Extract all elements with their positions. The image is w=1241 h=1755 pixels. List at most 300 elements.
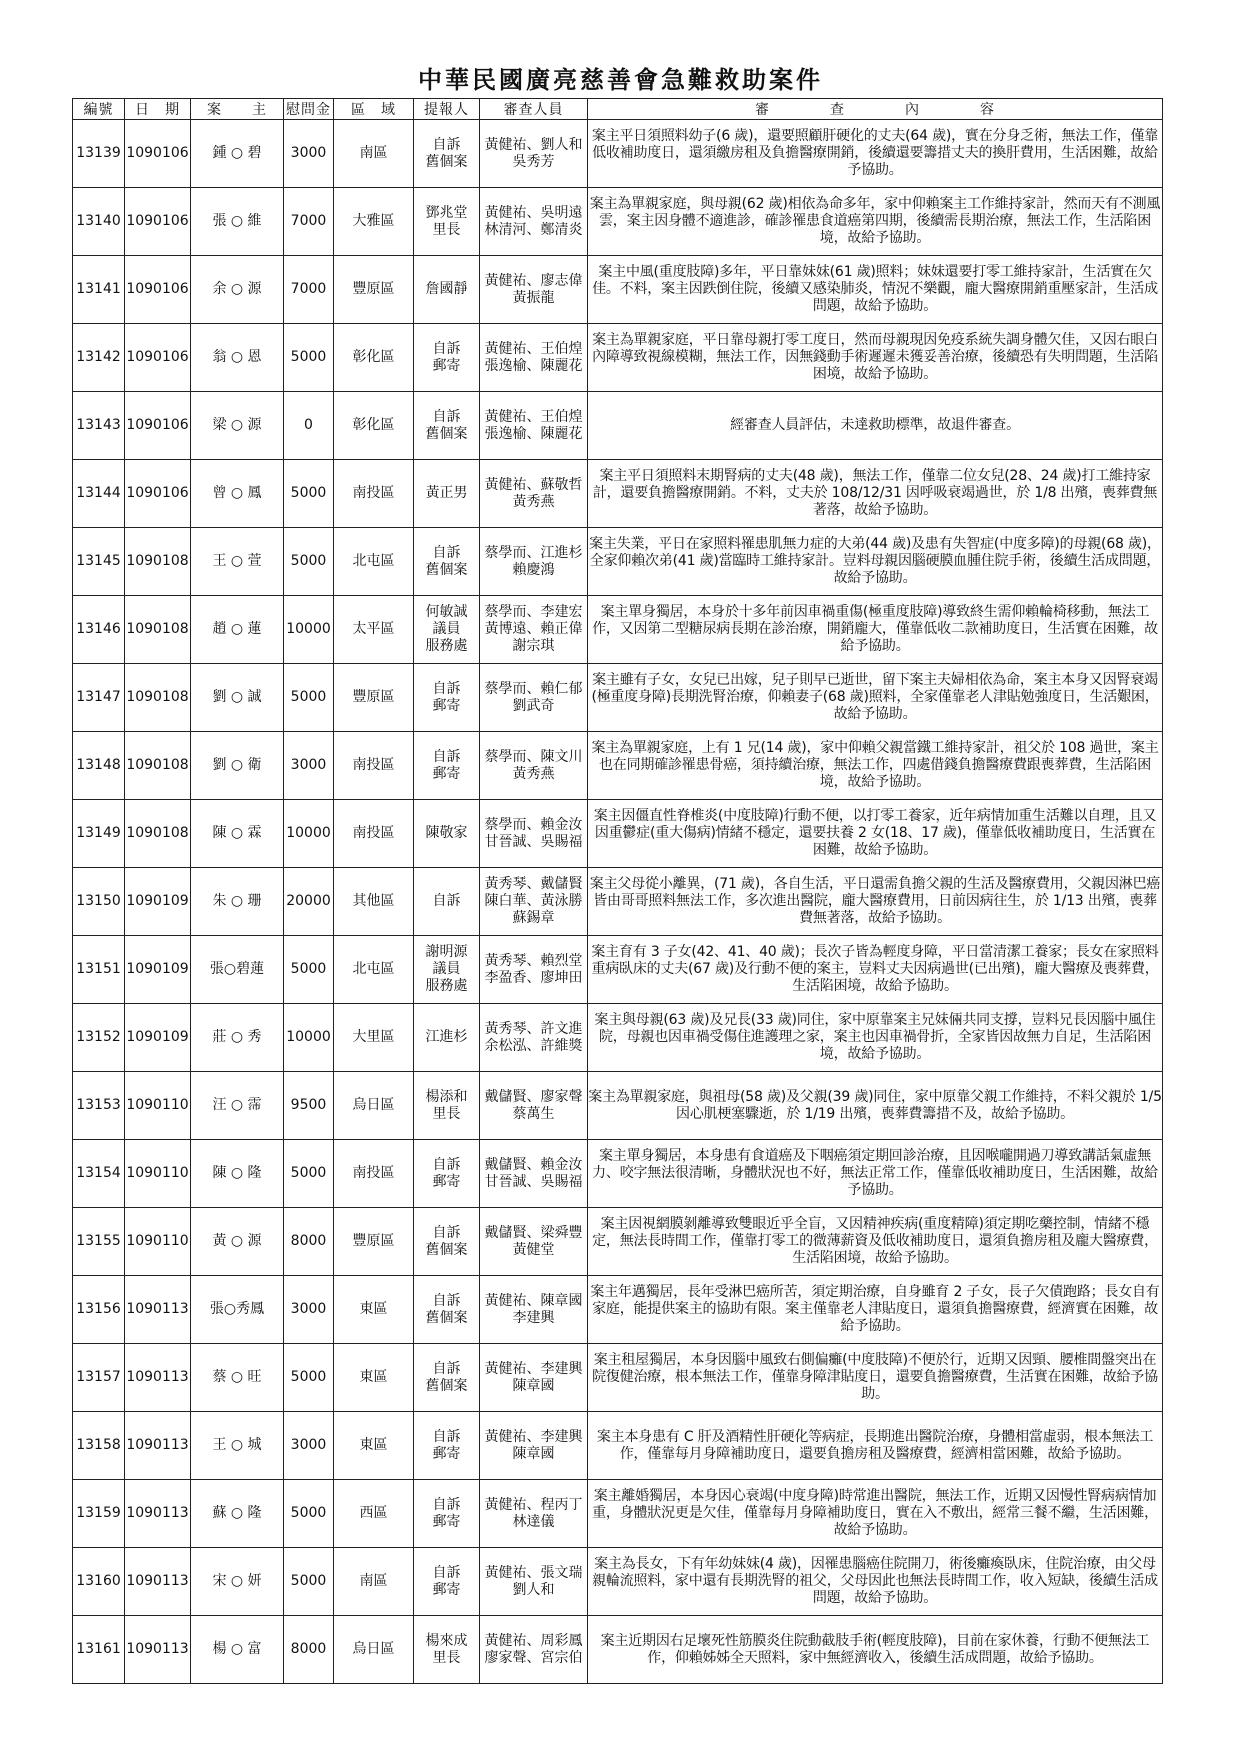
case-amount: 20000 [284, 868, 334, 936]
case-name: 翁 ○ 恩 [191, 324, 284, 392]
table-row [73, 460, 1163, 528]
case-name: 余 ○ 源 [191, 256, 284, 324]
case-id: 13153 [73, 1072, 125, 1140]
case-name: 劉 ○ 誠 [191, 664, 284, 732]
case-reviewers-line: 甘晉誠、吳賜福 [484, 833, 583, 850]
case-region: 東區 [334, 1412, 414, 1480]
case-id: 13154 [73, 1140, 125, 1208]
case-reporter-line: 里長 [432, 1649, 461, 1666]
case-reporter [414, 1276, 480, 1344]
table-row [73, 800, 1163, 868]
case-amount: 5000 [284, 324, 334, 392]
case-date: 1090110 [125, 1208, 191, 1276]
page-title: 中華民國廣亮慈善會急難救助案件 [418, 66, 823, 94]
case-reviewers-line: 黃健祐、廖志偉 [484, 272, 583, 289]
case-reviewers-line: 黃秀琴、賴烈堂 [484, 952, 583, 969]
table-row [73, 256, 1163, 324]
case-reporter [414, 1072, 480, 1140]
case-content: 案主與母親(63 歲)及兄長(33 歲)同住，家中原靠案主兄妹倆共同支撐，豈料兄長因腦中風住院，母親也因車禍受傷住進護理之家，案主也因車禍骨折，全家皆因故無力自足，生活陷困境，故給予協助。 [588, 1004, 1163, 1072]
case-reporter-line: 自訴 [432, 1360, 461, 1377]
case-reviewers-line: 蔡學而、陳文川 [484, 748, 583, 765]
table-row [73, 188, 1163, 256]
case-reviewers-line: 黃健祐、程丙丁 [484, 1496, 583, 1513]
case-reviewers [480, 800, 588, 868]
case-date: 1090113 [125, 1412, 191, 1480]
case-reporter [414, 1208, 480, 1276]
case-id: 13160 [73, 1548, 125, 1616]
case-date: 1090113 [125, 1344, 191, 1412]
case-amount: 9500 [284, 1072, 334, 1140]
case-id: 13159 [73, 1480, 125, 1548]
case-name: 蘇 ○ 隆 [191, 1480, 284, 1548]
case-reporter [414, 392, 480, 460]
case-amount: 5000 [284, 664, 334, 732]
case-content: 案主失業，平日在家照料罹患肌無力症的大弟(44 歲)及患有失智症(中度多障)的母親(68 歲)，全家仰賴次弟(41 歲)當臨時工維持家計。豈料母親因腦硬膜血腫住院手術，後續生活成問題，故給予協助。 [588, 528, 1163, 596]
case-date: 1090108 [125, 596, 191, 664]
case-id: 13143 [73, 392, 125, 460]
case-date: 1090106 [125, 324, 191, 392]
case-reporter-line: 郵寄 [432, 1173, 461, 1190]
case-reviewers-line: 蔡學而、江進杉 [484, 544, 583, 561]
case-id: 13156 [73, 1276, 125, 1344]
case-reviewers [480, 1072, 588, 1140]
case-reporter [414, 1344, 480, 1412]
header-reviewers: 審查人員 [480, 99, 588, 120]
case-reviewers-line: 賴慶鴻 [512, 561, 555, 578]
case-reporter [414, 732, 480, 800]
case-date: 1090108 [125, 732, 191, 800]
case-reporter-line: 何敏誠 [425, 604, 468, 620]
case-reporter-line: 舊個案 [425, 153, 468, 170]
case-reviewers [480, 664, 588, 732]
case-reviewers-line: 戴儲賢、賴金汝 [484, 1156, 583, 1173]
case-reporter-line: 自訴 [432, 1292, 461, 1309]
case-name: 劉 ○ 衛 [191, 732, 284, 800]
case-name: 陳 ○ 隆 [191, 1140, 284, 1208]
case-reviewers [480, 868, 588, 936]
case-reporter [414, 528, 480, 596]
case-amount: 5000 [284, 1140, 334, 1208]
case-content: 案主為長女，下有年幼妹妹(4 歲)，因罹患腦癌住院開刀，術後癱瘓臥床，住院治療，由父母親輪流照料，家中還有長期洗腎的祖父，父母因此也無法長時間工作，收入短缺，後續生活成問題，故給予協助。 [588, 1548, 1163, 1616]
case-region: 東區 [334, 1344, 414, 1412]
case-id: 13148 [73, 732, 125, 800]
case-reviewers-line: 黃健祐、劉人和 [484, 136, 583, 153]
table-row [73, 1344, 1163, 1412]
case-id: 13139 [73, 120, 125, 188]
case-reviewers [480, 460, 588, 528]
case-reviewers-line: 陳章國 [512, 1377, 555, 1394]
case-reviewers-line: 黃秀琴、戴儲賢 [484, 876, 583, 892]
table-row [73, 1276, 1163, 1344]
table-row [73, 120, 1163, 188]
case-reviewers-line: 張逸榆、陳麗花 [484, 357, 583, 374]
case-name: 陳 ○ 霖 [191, 800, 284, 868]
case-content: 案主為單親家庭，上有 1 兄(14 歲)，家中仰賴父親當鐵工維持家計，祖父於 108 過世，案主也在同期確診罹患骨癌，須持續治療，無法工作，四處借錢負擔醫療費跟喪葬費，生活陷困境，故給予協助。 [588, 732, 1163, 800]
case-id: 13151 [73, 936, 125, 1004]
case-region: 烏日區 [334, 1616, 414, 1684]
case-content: 案主年邁獨居，長年受淋巴癌所苦，須定期治療，自身雖育 2 子女，長子欠債跑路；長女自有家庭，能提供案主的協助有限。案主僅靠老人津貼度日，還須負擔醫療費，經濟實在困難，故給予協助。 [588, 1276, 1163, 1344]
case-reviewers-line: 黃健祐、王伯煌 [484, 340, 583, 357]
case-content: 案主單身獨居，本身患有食道癌及下咽癌須定期回診治療，且因喉嚨開過刀導致講話氣虛無力、咬字無法很清晰，身體狀況也不好，無法正常工作，僅靠低收補助度日，生活困難，故給予協助。 [588, 1140, 1163, 1208]
case-region: 南投區 [334, 732, 414, 800]
case-name: 鍾 ○ 碧 [191, 120, 284, 188]
case-reporter-line: 自訴 [432, 1428, 461, 1445]
case-region: 豐原區 [334, 256, 414, 324]
header-region: 區 域 [334, 99, 414, 120]
case-content: 案主平日須照料末期腎病的丈夫(48 歲)，無法工作，僅靠二位女兒(28、24 歲)打工維持家計，還要負擔醫療開銷。不料，丈夫於 108/12/31 因呼吸衰竭過世，於 1/8 出殯，喪葬費無著落，故給予協助。 [588, 460, 1163, 528]
case-reporter-line: 陳敬家 [425, 825, 468, 841]
case-region: 南投區 [334, 1140, 414, 1208]
case-reviewers-line: 劉人和 [512, 1581, 555, 1598]
case-reviewers-line: 黃振龍 [512, 289, 555, 306]
table-row [73, 1480, 1163, 1548]
case-reporter [414, 1004, 480, 1072]
case-content: 案主雖有子女，女兒已出嫁，兒子則早已逝世，留下案主夫婦相依為命，案主本身又因腎衰竭(極重度身障)長期洗腎治療，仰賴妻子(68 歲)照料，全家僅靠老人津貼勉強度日，生活艱困，故給予協助。 [588, 664, 1163, 732]
case-id: 13152 [73, 1004, 125, 1072]
case-amount: 5000 [284, 1344, 334, 1412]
case-date: 1090106 [125, 120, 191, 188]
case-reviewers-line: 黃秀燕 [512, 493, 555, 510]
case-name: 莊 ○ 秀 [191, 1004, 284, 1072]
case-reporter-line: 江進杉 [425, 1029, 468, 1045]
case-region: 北屯區 [334, 528, 414, 596]
case-content: 案主中風(重度肢障)多年，平日靠妹妹(61 歲)照料；妹妹還要打零工維持家計，生活實在欠佳。不料，案主因跌倒住院，後續又感染肺炎，情況不樂觀，龐大醫療開銷重壓家計，生活成問題，故給予協助。 [588, 256, 1163, 324]
case-amount: 0 [284, 392, 334, 460]
case-amount: 10000 [284, 1004, 334, 1072]
case-reporter-line: 楊添和 [425, 1088, 468, 1105]
case-date: 1090108 [125, 528, 191, 596]
case-region: 彰化區 [334, 392, 414, 460]
header-amount: 慰問金 [284, 99, 334, 120]
case-region: 彰化區 [334, 324, 414, 392]
case-id: 13146 [73, 596, 125, 664]
case-region: 大雅區 [334, 188, 414, 256]
case-reporter [414, 800, 480, 868]
case-name: 宋 ○ 妍 [191, 1548, 284, 1616]
case-content: 經審查人員評估，未達救助標準，故退件審查。 [588, 392, 1163, 460]
case-name: 黃 ○ 源 [191, 1208, 284, 1276]
case-reporter [414, 460, 480, 528]
table-row [73, 664, 1163, 732]
case-reviewers-line: 戴儲賢、廖家聲 [484, 1088, 583, 1105]
case-name: 張○碧蓮 [191, 936, 284, 1004]
case-amount: 5000 [284, 528, 334, 596]
case-date: 1090106 [125, 188, 191, 256]
case-region: 南區 [334, 1548, 414, 1616]
case-content: 案主近期因右足壞死性筋膜炎住院動截肢手術(輕度肢障)，目前在家休養，行動不便無法工作，仰賴姊姊全天照料，家中無經濟收入，後續生活成問題，故給予協助。 [588, 1616, 1163, 1684]
table-row [73, 528, 1163, 596]
table-row [73, 596, 1163, 664]
case-amount: 5000 [284, 1548, 334, 1616]
case-content: 案主因僵直性脊椎炎(中度肢障)行動不便，以打零工養家，近年病情加重生活難以自理，且又因重鬱症(重大傷病)情緒不穩定，還要扶養 2 女(18、17 歲)，僅靠低收補助度日，生活實在困難，故給予協助。 [588, 800, 1163, 868]
case-amount: 5000 [284, 936, 334, 1004]
case-id: 13144 [73, 460, 125, 528]
case-reporter-line: 謝明源 [425, 944, 468, 960]
case-reporter [414, 1140, 480, 1208]
case-region: 豐原區 [334, 664, 414, 732]
case-reporter-line: 詹國靜 [425, 281, 468, 297]
case-content: 案主為單親家庭，與祖母(58 歲)及父親(39 歲)同住，家中原靠父親工作維持，不料父親於 1/5 因心肌梗塞驟逝，於 1/19 出殯，喪葬費籌措不及，故給予協助。 [588, 1072, 1163, 1140]
case-region: 東區 [334, 1276, 414, 1344]
case-region: 烏日區 [334, 1072, 414, 1140]
case-reporter [414, 936, 480, 1004]
case-reviewers-line: 蔡學而、李建宏 [484, 604, 583, 620]
case-date: 1090113 [125, 1276, 191, 1344]
case-date: 1090113 [125, 1548, 191, 1616]
case-reporter-line: 服務處 [425, 638, 468, 654]
case-reporter-line: 自訴 [432, 1224, 461, 1241]
case-id: 13147 [73, 664, 125, 732]
case-reporter [414, 1548, 480, 1616]
case-date: 1090110 [125, 1140, 191, 1208]
case-reviewers [480, 596, 588, 664]
case-name: 梁 ○ 源 [191, 392, 284, 460]
case-reporter-line: 自訴 [432, 680, 461, 697]
case-reporter-line: 自訴 [432, 893, 461, 909]
case-date: 1090108 [125, 800, 191, 868]
case-content: 案主單身獨居，本身於十多年前因車禍重傷(極重度肢障)導致終生需仰賴輪椅移動，無法工作，又因第二型糖尿病長期在診治療，開銷龐大，僅靠低收二款補助度日，生活實在困難，故給予協助。 [588, 596, 1163, 664]
case-region: 南投區 [334, 460, 414, 528]
case-date: 1090113 [125, 1480, 191, 1548]
case-reviewers [480, 1616, 588, 1684]
case-reviewers-line: 廖家聲、宮宗伯 [484, 1649, 583, 1666]
case-date: 1090109 [125, 1004, 191, 1072]
case-amount: 3000 [284, 1276, 334, 1344]
case-reviewers-line: 余松泓、許維獎 [484, 1037, 583, 1054]
case-reporter [414, 1480, 480, 1548]
case-reviewers [480, 324, 588, 392]
case-reporter-line: 鄧兆堂 [425, 204, 468, 221]
case-reviewers [480, 188, 588, 256]
case-reporter-line: 議員 [432, 961, 461, 977]
case-date: 1090109 [125, 868, 191, 936]
case-reporter-line: 郵寄 [432, 1513, 461, 1530]
case-date: 1090108 [125, 664, 191, 732]
case-reviewers-line: 甘晉誠、吳賜福 [484, 1173, 583, 1190]
case-reporter-line: 議員 [432, 621, 461, 637]
header-name: 案 主 [191, 99, 284, 120]
case-id: 13157 [73, 1344, 125, 1412]
case-reviewers [480, 1548, 588, 1616]
case-reporter [414, 664, 480, 732]
case-table [72, 98, 1163, 1684]
case-reporter-line: 舊個案 [425, 1377, 468, 1394]
case-reviewers [480, 936, 588, 1004]
case-reviewers [480, 732, 588, 800]
case-name: 蔡 ○ 旺 [191, 1344, 284, 1412]
case-reporter-line: 自訴 [432, 340, 461, 357]
case-name: 曾 ○ 鳳 [191, 460, 284, 528]
case-content: 案主為單親家庭，平日靠母親打零工度日，然而母親現因免疫系統失調身體欠佳，又因右眼白內障導致視線模糊，無法工作，因無錢動手術遲遲未獲妥善治療，後續恐有失明問題，生活陷困境，故給予協助。 [588, 324, 1163, 392]
case-reviewers-line: 蔡萬生 [512, 1105, 555, 1122]
case-amount: 3000 [284, 1412, 334, 1480]
case-reviewers [480, 1344, 588, 1412]
case-amount: 7000 [284, 256, 334, 324]
case-reporter [414, 120, 480, 188]
case-content: 案主離婚獨居，本身因心衰竭(中度身障)時常進出醫院，無法工作，近期又因慢性腎病病情加重，身體狀況更是欠佳，僅靠每月身障補助度日，實在入不敷出，經常三餐不繼，生活困難，故給予協助。 [588, 1480, 1163, 1548]
case-id: 13145 [73, 528, 125, 596]
case-reviewers-line: 黃健祐、王伯煌 [484, 408, 583, 425]
case-reviewers [480, 528, 588, 596]
case-date: 1090110 [125, 1072, 191, 1140]
header-date: 日 期 [125, 99, 191, 120]
case-region: 南投區 [334, 800, 414, 868]
case-reviewers [480, 120, 588, 188]
case-date: 1090109 [125, 936, 191, 1004]
case-reporter-line: 郵寄 [432, 697, 461, 714]
table-row [73, 868, 1163, 936]
case-reporter-line: 里長 [432, 221, 461, 238]
table-row [73, 1548, 1163, 1616]
case-reviewers-line: 吳秀芳 [512, 153, 555, 170]
case-reviewers-line: 黃健祐、陳章國 [484, 1292, 583, 1309]
case-amount: 8000 [284, 1616, 334, 1684]
case-name: 張 ○ 維 [191, 188, 284, 256]
case-reporter-line: 自訴 [432, 136, 461, 153]
case-reviewers-line: 劉武奇 [512, 697, 555, 714]
case-reviewers-line: 黃秀燕 [512, 765, 555, 782]
case-reviewers-line: 張逸榆、陳麗花 [484, 425, 583, 442]
case-reviewers-line: 黃健祐、蘇敬哲 [484, 476, 583, 493]
case-reporter [414, 596, 480, 664]
case-reporter-line: 自訴 [432, 748, 461, 765]
case-reviewers-line: 戴儲賢、梁舜豐 [484, 1224, 583, 1241]
case-amount: 5000 [284, 460, 334, 528]
case-reporter [414, 256, 480, 324]
case-name: 張○秀鳳 [191, 1276, 284, 1344]
case-date: 1090106 [125, 460, 191, 528]
case-reporter-line: 服務處 [425, 978, 468, 994]
table-row [73, 1004, 1163, 1072]
case-reporter-line: 舊個案 [425, 561, 468, 578]
case-reporter [414, 1412, 480, 1480]
case-amount: 7000 [284, 188, 334, 256]
case-reviewers-line: 黃秀琴、許文進 [484, 1020, 583, 1037]
case-reviewers [480, 1412, 588, 1480]
header-reporter: 提報人 [414, 99, 480, 120]
case-amount: 10000 [284, 596, 334, 664]
case-reporter-line: 自訴 [432, 408, 461, 425]
case-reviewers-line: 李盈香、廖坤田 [484, 969, 583, 986]
case-reviewers-line: 黃健祐、周彩鳳 [484, 1632, 583, 1649]
case-reporter [414, 868, 480, 936]
table-row [73, 1208, 1163, 1276]
case-name: 汪 ○ 霈 [191, 1072, 284, 1140]
case-reviewers-line: 黃健祐、吳明遠 [484, 204, 583, 221]
case-reviewers [480, 1480, 588, 1548]
case-region: 其他區 [334, 868, 414, 936]
case-reporter-line: 郵寄 [432, 765, 461, 782]
case-content: 案主為單親家庭，與母親(62 歲)相依為命多年，家中仰賴案主工作維持家計，然而天有不測風雲，案主因身體不適進診，確診罹患食道癌第四期，後續需長期治療，無法工作，生活陷困境，故給予協助。 [588, 188, 1163, 256]
case-reporter-line: 自訴 [432, 1564, 461, 1581]
case-reviewers-line: 黃博遠、賴正偉 [484, 621, 583, 637]
case-name: 王 ○ 城 [191, 1412, 284, 1480]
case-content: 案主育有 3 子女(42、41、40 歲)；長次子皆為輕度身障，平日當清潔工養家；長女在家照料重病臥床的丈夫(67 歲)及行動不便的案主，豈料丈夫因病過世(已出殯)，龐大醫療及喪葬費，生活陷困境，故給予協助。 [588, 936, 1163, 1004]
case-content: 案主平日須照料幼子(6 歲)，還要照顧肝硬化的丈夫(64 歲)，實在分身乏術，無法工作，僅靠低收補助度日，還須繳房租及負擔醫療開銷，後續還要籌措丈夫的換肝費用，生活困難，故給予協助。 [588, 120, 1163, 188]
case-reviewers-line: 林達儀 [512, 1513, 555, 1530]
case-reporter [414, 1616, 480, 1684]
case-id: 13141 [73, 256, 125, 324]
case-date: 1090113 [125, 1616, 191, 1684]
case-reviewers-line: 黃健祐、李建興 [484, 1360, 583, 1377]
case-reporter [414, 324, 480, 392]
case-reviewers-line: 黃健堂 [512, 1241, 555, 1258]
case-reviewers [480, 1140, 588, 1208]
case-reporter-line: 自訴 [432, 1496, 461, 1513]
case-id: 13158 [73, 1412, 125, 1480]
table-row [73, 1140, 1163, 1208]
case-reporter [414, 188, 480, 256]
case-name: 王 ○ 萱 [191, 528, 284, 596]
case-reviewers [480, 1276, 588, 1344]
case-reviewers [480, 256, 588, 324]
case-reporter-line: 黃正男 [425, 485, 468, 501]
case-reviewers [480, 392, 588, 460]
case-reporter-line: 舊個案 [425, 425, 468, 442]
case-amount: 10000 [284, 800, 334, 868]
case-name: 趙 ○ 蓮 [191, 596, 284, 664]
header-content: 審 查 內 容 [588, 99, 1163, 120]
case-amount: 3000 [284, 732, 334, 800]
case-reviewers-line: 蘇錫章 [512, 910, 555, 926]
header-id: 編號 [73, 99, 125, 120]
case-id: 13140 [73, 188, 125, 256]
table-row [73, 392, 1163, 460]
case-id: 13161 [73, 1616, 125, 1684]
case-region: 大里區 [334, 1004, 414, 1072]
case-reviewers-line: 黃健祐、張文瑞 [484, 1564, 583, 1581]
case-reviewers-line: 黃健祐、李建興 [484, 1428, 583, 1445]
case-id: 13155 [73, 1208, 125, 1276]
case-region: 豐原區 [334, 1208, 414, 1276]
case-reviewers-line: 蔡學而、賴仁郁 [484, 680, 583, 697]
table-row [73, 1412, 1163, 1480]
case-region: 北屯區 [334, 936, 414, 1004]
case-reviewers-line: 陳章國 [512, 1445, 555, 1462]
case-reviewers-line: 陳白華、黃泳勝 [484, 893, 583, 909]
case-reviewers-line: 蔡學而、賴金汝 [484, 816, 583, 833]
case-reporter-line: 楊來成 [425, 1632, 468, 1649]
case-content: 案主本身患有 C 肝及酒精性肝硬化等病症，長期進出醫院治療，身體相當虛弱，根本無法工作，僅靠每月身障補助度日，還要負擔房租及醫療費，經濟相當困難，故給予協助。 [588, 1412, 1163, 1480]
case-reporter-line: 舊個案 [425, 1309, 468, 1326]
case-reporter-line: 舊個案 [425, 1241, 468, 1258]
case-reviewers [480, 1208, 588, 1276]
header-row [73, 99, 1163, 120]
case-reviewers-line: 林清河、鄭清炎 [484, 221, 583, 238]
case-name: 楊 ○ 富 [191, 1616, 284, 1684]
case-id: 13150 [73, 868, 125, 936]
table-row [73, 324, 1163, 392]
case-content: 案主租屋獨居，本身因腦中風致右側偏癱(中度肢障)不便於行，近期又因頸、腰椎間盤突出在院復健治療，根本無法工作，僅靠身障津貼度日，還要負擔醫療費，生活實在困難，故給予協助。 [588, 1344, 1163, 1412]
table-row [73, 936, 1163, 1004]
case-reporter-line: 自訴 [432, 1156, 461, 1173]
case-content: 案主父母從小離異，(71 歲)，各自生活，平日還需負擔父親的生活及醫療費用，父親因淋巴癌皆由哥哥照料無法工作，多次進出醫院，龐大醫療費用，日前因病往生，於 1/13 出殯，喪葬費無著落，故給予協助。 [588, 868, 1163, 936]
table-row [73, 732, 1163, 800]
case-reporter-line: 自訴 [432, 544, 461, 561]
case-reviewers-line: 謝宗琪 [512, 638, 555, 654]
case-id: 13149 [73, 800, 125, 868]
case-rows [73, 120, 1163, 1684]
case-reporter-line: 郵寄 [432, 1445, 461, 1462]
case-reporter-line: 郵寄 [432, 357, 461, 374]
case-name: 朱 ○ 珊 [191, 868, 284, 936]
case-region: 西區 [334, 1480, 414, 1548]
case-reporter-line: 郵寄 [432, 1581, 461, 1598]
case-date: 1090106 [125, 392, 191, 460]
table-row [73, 1072, 1163, 1140]
case-amount: 3000 [284, 120, 334, 188]
case-amount: 8000 [284, 1208, 334, 1276]
